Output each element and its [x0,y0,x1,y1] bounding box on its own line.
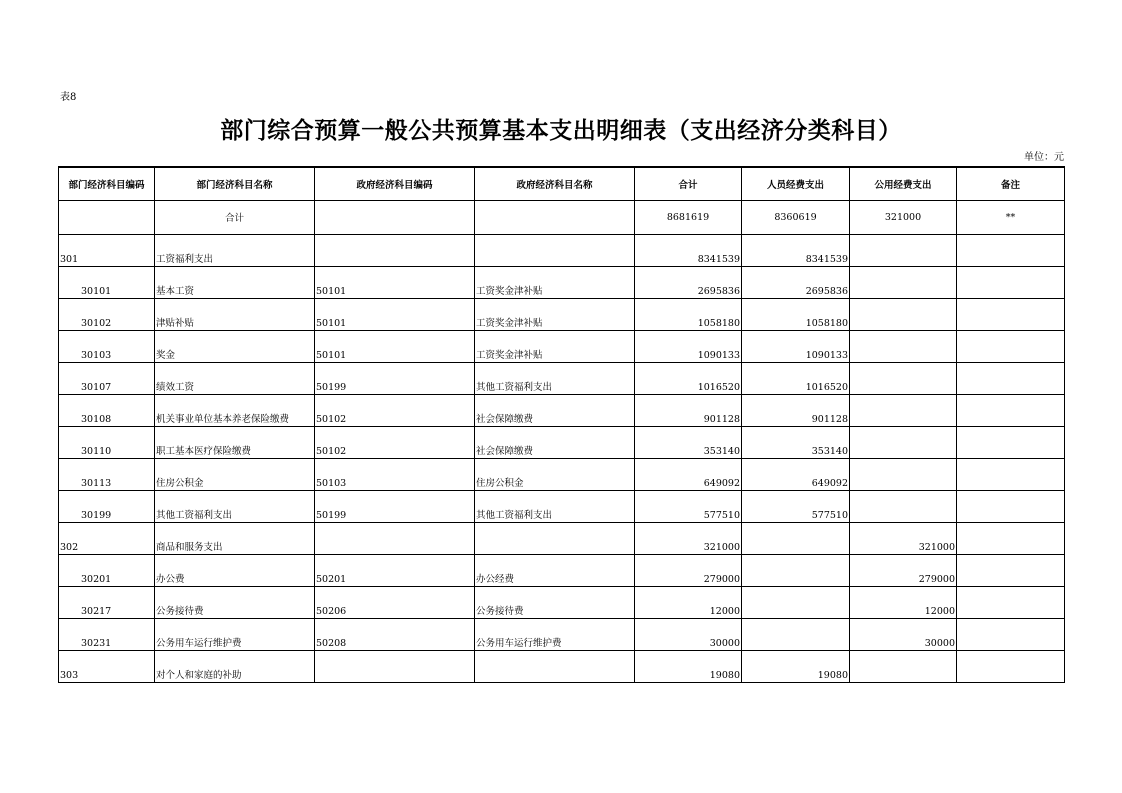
cell-total: 2695836 [635,266,742,298]
total-empty-cell [475,200,635,234]
cell-total: 901128 [635,394,742,426]
cell-gov-name: 工资奖金津补贴 [475,298,635,330]
cell-dept-name: 公务用车运行维护费 [155,618,315,650]
cell-total: 577510 [635,490,742,522]
cell-gov-code: 50199 [315,362,475,394]
cell-total: 1016520 [635,362,742,394]
cell-note [957,298,1065,330]
total-amount: 8681619 [635,200,742,234]
cell-dept-name: 职工基本医疗保险缴费 [155,426,315,458]
page-title: 部门综合预算一般公共预算基本支出明细表（支出经济分类科目） [220,117,902,144]
cell-gov-name: 公务接待费 [475,586,635,618]
cell-total: 30000 [635,618,742,650]
header-total: 合计 [635,167,742,200]
cell-personnel: 901128 [742,394,850,426]
cell-public [850,426,957,458]
cell-dept-name: 商品和服务支出 [155,522,315,554]
cell-dept-name: 办公费 [155,554,315,586]
cell-dept-code: 30113 [59,458,155,490]
cell-dept-name: 奖金 [155,330,315,362]
cell-dept-code: 303 [59,650,155,682]
header-row [59,167,1065,200]
cell-dept-name: 机关事业单位基本养老保险缴费 [155,394,315,426]
cell-total: 19080 [635,650,742,682]
cell-gov-name: 社会保障缴费 [475,426,635,458]
table-row [59,298,1065,330]
cell-note [957,458,1065,490]
total-empty-cell [315,200,475,234]
cell-public [850,362,957,394]
header-personnel: 人员经费支出 [742,167,850,200]
table-row [59,394,1065,426]
cell-public [850,458,957,490]
cell-dept-code: 30102 [59,298,155,330]
header-dept-code: 部门经济科目编码 [59,167,155,200]
cell-gov-code: 50102 [315,426,475,458]
cell-total: 12000 [635,586,742,618]
header-note: 备注 [957,167,1065,200]
cell-gov-code: 50206 [315,586,475,618]
cell-note [957,266,1065,298]
table-row [59,490,1065,522]
cell-gov-code: 50101 [315,266,475,298]
cell-dept-name: 住房公积金 [155,458,315,490]
header-public: 公用经费支出 [850,167,957,200]
cell-gov-name [475,234,635,266]
cell-gov-name [475,650,635,682]
header-gov-code: 政府经济科目编码 [315,167,475,200]
cell-personnel: 649092 [742,458,850,490]
total-personnel: 8360619 [742,200,850,234]
cell-dept-name: 公务接待费 [155,586,315,618]
cell-gov-code [315,522,475,554]
cell-note [957,330,1065,362]
table-number-label: 表8 [60,92,77,103]
cell-total: 279000 [635,554,742,586]
cell-gov-name: 住房公积金 [475,458,635,490]
cell-public [850,650,957,682]
expenditure-detail-table [58,166,1065,683]
cell-note [957,586,1065,618]
cell-dept-code: 30217 [59,586,155,618]
cell-note [957,554,1065,586]
cell-gov-code: 50101 [315,298,475,330]
cell-personnel: 2695836 [742,266,850,298]
header-dept-name: 部门经济科目名称 [155,167,315,200]
table-row [59,234,1065,266]
cell-personnel [742,618,850,650]
cell-dept-name: 基本工资 [155,266,315,298]
cell-note [957,650,1065,682]
cell-gov-name: 工资奖金津补贴 [475,330,635,362]
cell-dept-code: 30107 [59,362,155,394]
cell-public [850,266,957,298]
cell-gov-name: 社会保障缴费 [475,394,635,426]
cell-personnel: 353140 [742,426,850,458]
cell-dept-code: 302 [59,522,155,554]
total-empty-cell [59,200,155,234]
table-row [59,650,1065,682]
table-row [59,586,1065,618]
cell-total: 649092 [635,458,742,490]
cell-public [850,490,957,522]
total-label: 合计 [155,200,315,234]
cell-personnel [742,522,850,554]
cell-public: 30000 [850,618,957,650]
cell-gov-name: 其他工资福利支出 [475,362,635,394]
cell-public [850,298,957,330]
cell-note [957,426,1065,458]
cell-dept-name: 其他工资福利支出 [155,490,315,522]
table-row [59,522,1065,554]
table-row [59,362,1065,394]
cell-personnel: 1016520 [742,362,850,394]
cell-total: 1058180 [635,298,742,330]
cell-personnel [742,554,850,586]
cell-personnel: 8341539 [742,234,850,266]
table-row [59,426,1065,458]
cell-note [957,394,1065,426]
cell-dept-name: 绩效工资 [155,362,315,394]
cell-dept-code: 30110 [59,426,155,458]
table-row [59,618,1065,650]
cell-dept-name: 津贴补贴 [155,298,315,330]
cell-note [957,362,1065,394]
cell-public: 12000 [850,586,957,618]
cell-dept-code: 30231 [59,618,155,650]
cell-gov-name: 公务用车运行维护费 [475,618,635,650]
cell-dept-code: 30103 [59,330,155,362]
unit-label: 单位：元 [1024,152,1064,163]
cell-gov-code: 50102 [315,394,475,426]
cell-personnel: 577510 [742,490,850,522]
cell-gov-name: 其他工资福利支出 [475,490,635,522]
cell-dept-code: 30199 [59,490,155,522]
cell-total: 1090133 [635,330,742,362]
cell-gov-name: 办公经费 [475,554,635,586]
cell-personnel: 1058180 [742,298,850,330]
cell-gov-code: 50208 [315,618,475,650]
cell-gov-code [315,234,475,266]
table-row [59,554,1065,586]
total-row [59,200,1065,234]
cell-personnel [742,586,850,618]
cell-dept-code: 30108 [59,394,155,426]
table-row [59,266,1065,298]
cell-note [957,490,1065,522]
table-row [59,330,1065,362]
cell-dept-name: 工资福利支出 [155,234,315,266]
cell-public [850,234,957,266]
table-row [59,458,1065,490]
cell-gov-code [315,650,475,682]
cell-gov-code: 50101 [315,330,475,362]
cell-gov-name: 工资奖金津补贴 [475,266,635,298]
cell-gov-code: 50201 [315,554,475,586]
cell-gov-name [475,522,635,554]
cell-public [850,330,957,362]
cell-dept-code: 30101 [59,266,155,298]
cell-personnel: 19080 [742,650,850,682]
cell-public: 279000 [850,554,957,586]
cell-public [850,394,957,426]
cell-note [957,234,1065,266]
total-note: ** [957,200,1065,234]
cell-gov-code: 50103 [315,458,475,490]
cell-personnel: 1090133 [742,330,850,362]
cell-gov-code: 50199 [315,490,475,522]
cell-dept-name: 对个人和家庭的补助 [155,650,315,682]
cell-public: 321000 [850,522,957,554]
cell-note [957,522,1065,554]
cell-total: 8341539 [635,234,742,266]
cell-total: 353140 [635,426,742,458]
cell-dept-code: 301 [59,234,155,266]
cell-dept-code: 30201 [59,554,155,586]
total-public: 321000 [850,200,957,234]
cell-total: 321000 [635,522,742,554]
cell-note [957,618,1065,650]
header-gov-name: 政府经济科目名称 [475,167,635,200]
